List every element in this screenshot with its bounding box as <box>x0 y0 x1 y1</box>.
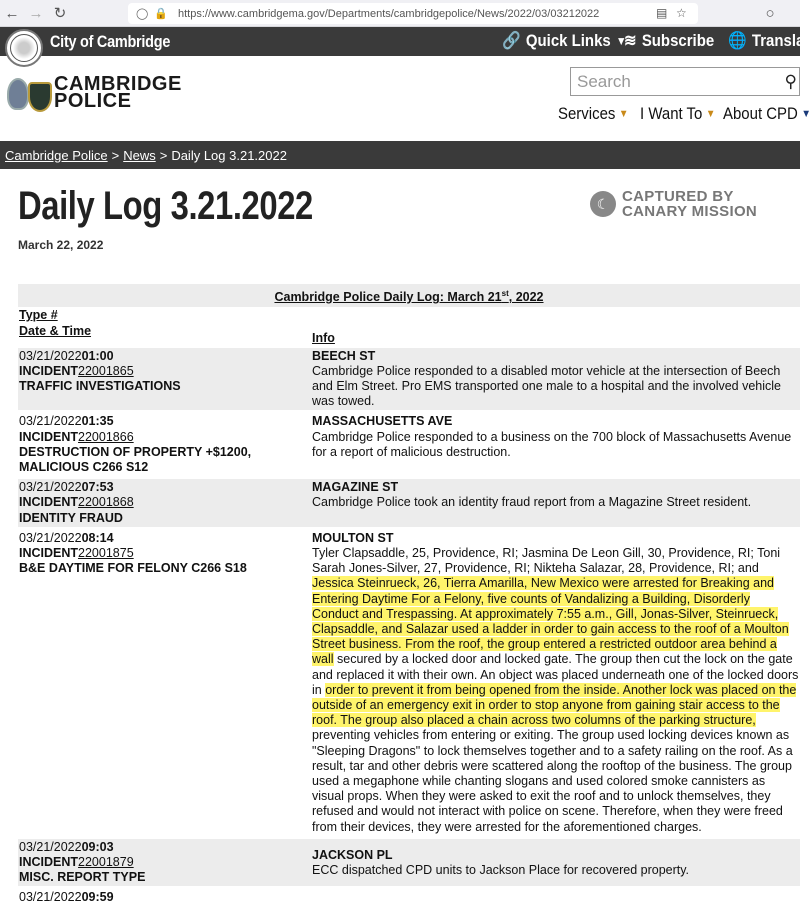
link-icon: 🔗 <box>502 31 521 50</box>
address-bar[interactable] <box>128 3 698 24</box>
page-title: Daily Log 3.21.2022 <box>18 184 313 228</box>
street-name: JACKSON PL <box>312 847 393 862</box>
menu-about-cpd-label: About CPD <box>723 104 798 123</box>
city-seal-icon[interactable] <box>5 29 43 67</box>
quick-links-label: Quick Links <box>525 31 611 50</box>
translate-link[interactable] <box>728 31 809 51</box>
menu-services[interactable] <box>558 104 628 124</box>
police-logo-text[interactable] <box>54 73 182 112</box>
incident-type: B&E DAYTIME FOR FELONY C266 S18 <box>19 561 247 576</box>
caret-down-icon: ▼ <box>616 34 627 48</box>
reader-view-icon[interactable]: ▤ <box>656 6 668 20</box>
header-type: Type # <box>19 308 58 323</box>
canary-logo-icon: ☾ <box>590 191 616 217</box>
street-name: MAGAZINE ST <box>312 480 399 495</box>
incident-info: Tyler Clapsaddle, 25, Providence, RI; Jasmina De Leon Gill, 30, Providence, RI; Toni Sarah Jones-Silver, 27, Providence, RI; Nikteha Salazar, 28, Providence, RI; and Jessica Steinrueck, 26, Tierra Amarilla, New Mexico were arrested for Breaking and Entering Daytime For a Felony, five counts of Vandalizing a Building, Disorderly Conduct and Trespassing. At approximately 7:55 a.m., Gill, Jonas-Silver, Steinrueck, Clapsaddle, and Salazar used a ladder in order to gain access to the roof of a Moulton Street business. From the roof, the group entered a restricted outdoor area behind a wall secured by a locked door and locked gate. The group then cut the lock on the gate and replaced it with their own. An object was placed underneath one of the locked doors in order to prevent it from being opened from the inside. Another lock was placed on the outside of an emergency exit in order to stop anyone from gaining stair access to the roof. The group also placed a chain across two columns of the parking structure, preventing vehicles from entering or exiting. The group used locking devices known as "Sleeping Dragons" to lock themselves together and to a safety railing on the roof. As a result, tar and other debris were scattered along the rooftop of the business. The group used a megaphone while chanting slogans and used colored smoke cannisters as visual props. When they were asked to exit the roof and to unlock themselves, they refused and would not interact with police on scene. Therefore, when they were freed from their devices, they were arrested for the aforementioned charges. <box>312 546 799 834</box>
incident-type: TRAFFIC INVESTIGATIONS <box>19 378 181 393</box>
quick-links-menu[interactable] <box>502 31 626 51</box>
daily-log-table <box>18 284 800 907</box>
breadcrumb-cambridge-police[interactable]: Cambridge Police <box>5 147 108 163</box>
search-icon[interactable]: ⚲ <box>784 72 797 91</box>
breadcrumb-separator: > <box>159 147 168 163</box>
subscribe-link[interactable] <box>624 31 714 51</box>
breadcrumb-current: Daily Log 3.21.2022 <box>171 147 287 163</box>
police-badge-icon <box>7 78 29 110</box>
menu-about-cpd[interactable] <box>723 104 811 124</box>
highlighted-text: Jessica Steinrueck, 26, Tierra Amarilla, New Mexico were arrested for Breaking and Entering Daytime For a Felony, five counts of Vandalizing a Building, Disorderly Conduct and Trespassing. At approximately 7:55 a.m., Gill, Jonas-Silver, Steinrueck, Clapsaddle, and Salazar used a ladder in order to gain access to the roof of a Moulton Street business. From the roof, the group entered a restricted outdoor area behind a wall <box>312 576 789 667</box>
table-caption: Cambridge Police Daily Log: March 21st, 2022 <box>18 284 800 307</box>
rss-icon: ≋ <box>624 31 637 50</box>
caret-down-icon: ▼ <box>705 108 716 120</box>
menu-services-label: Services <box>558 104 616 123</box>
menu-i-want-to-label: I Want To <box>640 104 703 123</box>
incident-type: IDENTITY FRAUD <box>19 510 123 525</box>
table-row: 03/21/202201:00 INCIDENT22001865 TRAFFIC INVESTIGATIONS BEECH ST Cambridge Police responded to a disabled motor vehicle at the intersection of Beech and Elm Street. Pro EMS transported one male to a hospital and the involved vehicle was towed. <box>18 348 800 411</box>
globe-icon: 🌐 <box>728 31 747 50</box>
incident-info: Cambridge Police responded to a business on the 700 block of Massachusetts Avenue for a report of malicious destruction. <box>312 429 792 459</box>
bookmark-star-icon[interactable]: ☆ <box>676 6 687 20</box>
incident-link[interactable]: 22001879 <box>78 855 134 870</box>
highlighted-text: order to prevent it from being opened from the inside. Another lock was placed on the outside of an emergency exit in order to stop anyone from gaining stair access to the roof. The group also placed a chain across two columns of the parking structure, <box>312 682 797 728</box>
browser-toolbar <box>0 0 800 27</box>
table-row: 03/21/202208:14 INCIDENT22001875 B&E DAYTIME FOR FELONY C266 S18 MOULTON ST Tyler Clapsaddle, 25, Providence, RI; Jasmina De Leon Gill, 30, Providence, RI; Toni Sarah Jones-Silver, 27, Providence, RI; Nikteha Salazar, 28, Providence, RI; and Jessica Steinrueck, 26, Tierra Amarilla, New Mexico were arrested for Breaking and Entering Daytime For a Felony, five counts of Vandalizing a Building, Disorderly Conduct and Trespassing. At approximately 7:55 a.m., Gill, Jonas-Silver, Steinrueck, Clapsaddle, and Salazar used a ladder in order to gain access to the roof of a Moulton Street business. From the roof, the group entered a restricted outdoor area behind a wall secured by a locked door and locked gate. The group then cut the lock on the gate and replaced it with their own. An object was placed underneath one of the locked doors in order to prevent it from being opened from the inside. Another lock was placed on the outside of an emergency exit in order to stop anyone from gaining stair access to the roof. The group also placed a chain across two columns of the parking structure, preventing vehicles from entering or exiting. The group used locking devices known as "Sleeping Dragons" to lock themselves together and to a safety railing on the roof. As a result, tar and other debris were scattered along the rooftop of the business. The group used a megaphone while chanting slogans and used colored smoke cannisters as visual props. When they were asked to exit the roof and to unlock themselves, they refused and would not interact with police on scene. Therefore, when they were freed from their devices, they were arrested for the aforementioned charges. <box>18 530 800 836</box>
city-bar <box>0 27 810 56</box>
breadcrumb-separator: > <box>111 147 120 163</box>
extension-icon[interactable]: ○ <box>765 4 775 22</box>
incident-link[interactable]: 22001866 <box>78 429 134 444</box>
back-arrow-icon[interactable]: ← <box>4 4 20 22</box>
table-row: 03/21/202209:03 INCIDENT22001879 MISC. REPORT TYPE JACKSON PL ECC dispatched CPD units to Jackson Place for recovered property. <box>18 839 800 887</box>
city-name-link[interactable]: City of Cambridge <box>50 32 171 51</box>
incident-link[interactable]: 22001875 <box>78 546 134 560</box>
subscribe-label: Subscribe <box>641 31 715 50</box>
url-text: https://www.cambridgema.gov/Departments/cambridgepolice/News/2022/03/03212022 <box>178 7 600 20</box>
police-patch-icon <box>28 82 52 112</box>
street-name: BEECH ST <box>312 348 376 363</box>
breadcrumb-news[interactable]: News <box>123 147 156 163</box>
lock-icon: 🔒 <box>154 8 168 20</box>
incident-info: Cambridge Police took an identity fraud report from a Magazine Street resident. <box>312 495 752 510</box>
table-header-row <box>18 307 800 347</box>
search-input[interactable] <box>570 67 800 96</box>
translate-label: Translat <box>751 31 810 50</box>
incident-info: ECC dispatched CPD units to Jackson Place for recovered property. <box>312 863 690 878</box>
caret-down-icon: ▼ <box>618 108 629 120</box>
police-title-line1: CAMBRIDGE <box>54 73 182 95</box>
table-row: 03/21/202207:53 INCIDENT22001868 IDENTITY FRAUD MAGAZINE ST Cambridge Police took an identity fraud report from a Magazine Street resident. <box>18 479 800 527</box>
incident-link[interactable]: 22001868 <box>78 495 134 510</box>
police-header <box>0 56 811 141</box>
police-title-line2: POLICE <box>54 90 132 112</box>
header-info: Info <box>312 331 335 346</box>
incident-type: DESTRUCTION OF PROPERTY +$1200, MALICIOUS C266 S12 <box>19 444 252 474</box>
street-name: MOULTON ST <box>312 530 394 545</box>
publish-date: March 22, 2022 <box>18 238 104 252</box>
menu-i-want-to[interactable] <box>640 104 715 124</box>
search-placeholder: Search <box>577 71 631 91</box>
forward-arrow-icon[interactable]: → <box>28 4 44 22</box>
incident-info: Cambridge Police responded to a disabled motor vehicle at the intersection of Beech and Elm Street. Pro EMS transported one male to a hospital and the involved vehicle was towed. <box>312 363 782 409</box>
watermark-line1: CAPTURED BY <box>622 188 734 205</box>
header-date-time: Date & Time <box>19 323 92 338</box>
watermark-line2: CANARY MISSION <box>622 203 758 220</box>
caret-down-icon: ▼ <box>801 108 811 120</box>
incident-type: MISC. REPORT TYPE <box>19 870 146 885</box>
incident-link[interactable]: 22001865 <box>78 363 134 378</box>
street-name: MASSACHUSETTS AVE <box>312 414 453 429</box>
table-row: 03/21/202209:59 <box>18 889 800 906</box>
shield-icon: ◯ <box>136 8 149 20</box>
breadcrumb <box>0 141 800 169</box>
table-row: 03/21/202201:35 INCIDENT22001866 DESTRUCTION OF PROPERTY +$1200, MALICIOUS C266 S12 MASSACHUSETTS AVE Cambridge Police responded to a business on the 700 block of Massachusetts Avenue for a report of malicious destruction. <box>18 413 800 476</box>
canary-watermark <box>590 189 757 219</box>
reload-icon[interactable]: ↻ <box>53 5 67 22</box>
